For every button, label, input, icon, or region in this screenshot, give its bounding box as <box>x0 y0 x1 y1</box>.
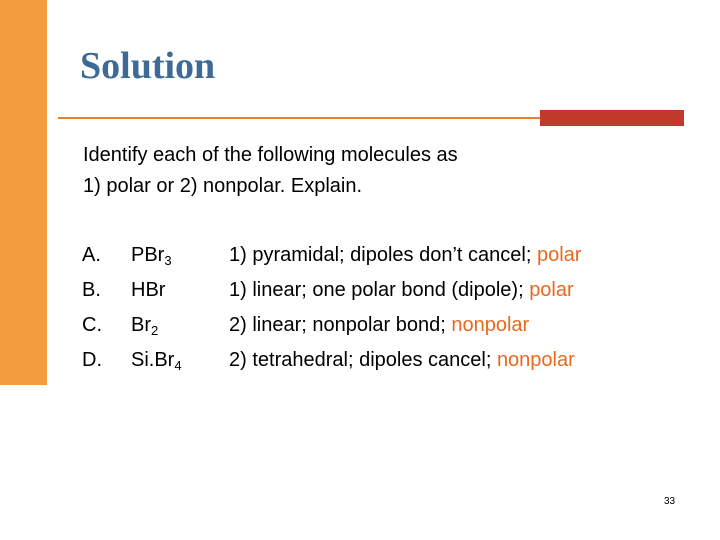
answer-label: polar <box>529 279 574 301</box>
formula-base: Br <box>131 314 151 336</box>
formula-base: HBr <box>131 279 166 301</box>
intro-line-1: Identify each of the following molecules as <box>83 144 458 166</box>
slide-title: Solution <box>80 45 216 87</box>
formula-subscript: 3 <box>164 253 172 268</box>
title-underline-block <box>540 110 684 126</box>
left-accent-bar <box>0 0 47 385</box>
answer-label: nonpolar <box>451 314 530 336</box>
row-description <box>229 349 575 372</box>
intro-line-2: 1) polar or 2) nonpolar. Explain. <box>83 175 363 197</box>
answer-label: nonpolar <box>496 349 575 371</box>
description-text: 2) linear; nonpolar bond; <box>229 314 452 336</box>
intro-text <box>83 140 458 202</box>
row-formula <box>131 279 165 303</box>
row-description <box>229 244 581 267</box>
row-formula <box>131 244 172 268</box>
row-description <box>229 314 529 337</box>
row-letter: A. <box>82 244 101 266</box>
row-description <box>229 279 574 302</box>
row-letter: B. <box>82 279 101 301</box>
formula-subscript: 2 <box>151 323 159 338</box>
row-formula <box>131 314 158 338</box>
page-number: 33 <box>664 496 676 507</box>
formula-base: Si.Br <box>131 349 175 371</box>
description-text: 1) linear; one polar bond (dipole); <box>229 279 530 301</box>
description-text: 2) tetrahedral; dipoles cancel; <box>229 349 497 371</box>
row-letter: C. <box>82 314 102 336</box>
formula-subscript: 4 <box>174 358 182 373</box>
description-text: 1) pyramidal; dipoles don’t cancel; <box>229 244 537 266</box>
answer-label: polar <box>536 244 582 266</box>
row-formula <box>131 349 182 373</box>
row-letter: D. <box>82 349 102 371</box>
formula-base: PBr <box>131 244 165 266</box>
